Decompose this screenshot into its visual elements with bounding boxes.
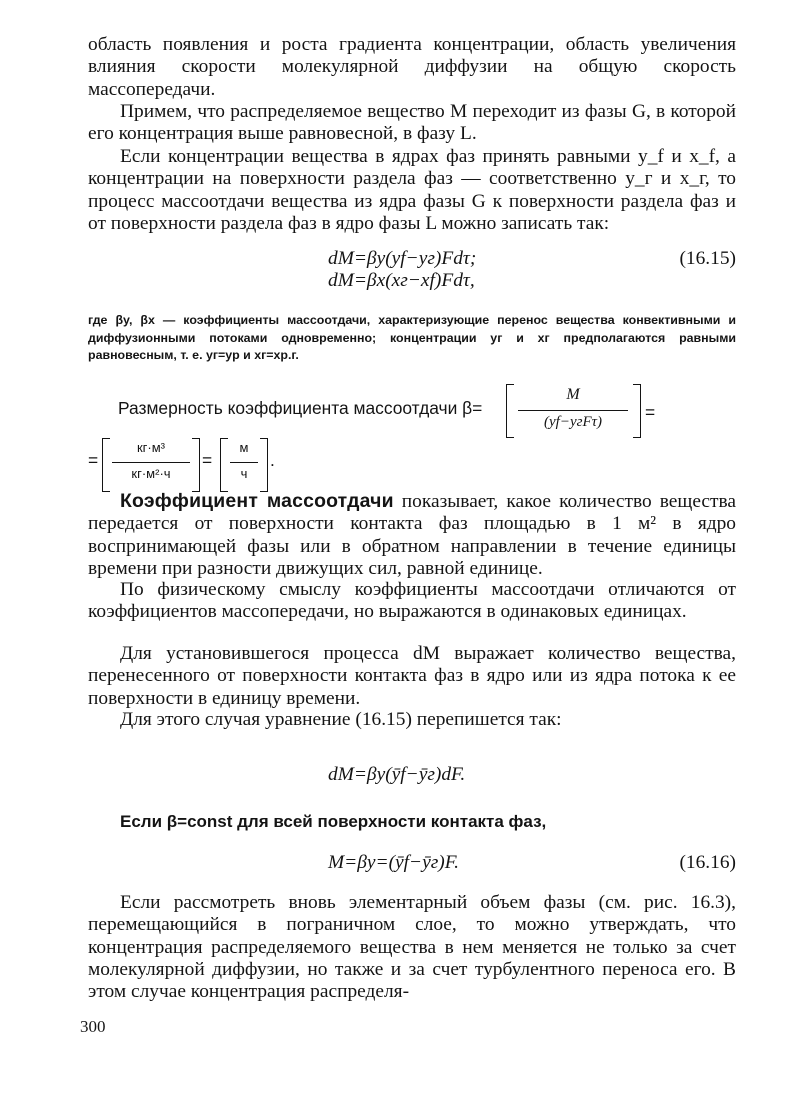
fraction-bar (112, 462, 190, 463)
paragraph-3: Если концентрации вещества в ядрах фаз принять равными y_f и x_f, а концентрации на поверхности раздела фаз — соответственно y_г и x_г, то процесс массоотдачи вещества из ядра фазы G к поверхности раздела фаз и от поверхности раздела фаз в ядро фазы L можно записать так: (88, 146, 736, 234)
paragraph-2: Примем, что распределяемое вещество M переходит из фазы G, в которой его концентрация выше равновесной, в фазу L. (88, 101, 736, 145)
bracket-right (260, 438, 268, 492)
fraction-numerator-M: M (566, 386, 580, 403)
bracket-right (192, 438, 200, 492)
paragraph-6: Для установившегося процесса dM выражает количество вещества, перенесенного от поверхности контакта фаз в ядро или из ядра потока к ее поверхности в единицу времени. (88, 643, 736, 709)
units-result-denominator: ч (240, 466, 248, 481)
bracket-left (506, 384, 514, 438)
equals-sign: = (202, 450, 213, 470)
paragraph-7: Для этого случая уравнение (16.15) перепишется так: (120, 709, 562, 730)
equals-sign: = (645, 402, 656, 422)
equation-number-16-16: (16.16) (679, 852, 736, 873)
page-number: 300 (80, 1017, 106, 1036)
equation-number-16-15: (16.15) (679, 248, 736, 269)
fraction-denominator: (yf−yгFτ) (544, 414, 602, 430)
dimension-label: Размерность коэффициента массоотдачи β= (118, 398, 483, 418)
equation-16-15-line-2: dM=βx(xг−xf)Fdτ, (328, 270, 475, 291)
equation-16-16: M=βy=(ȳf−ȳг)F. (328, 852, 459, 873)
paragraph-8: Если β=const для всей поверхности контакта фаз, (120, 812, 547, 831)
fraction-bar (518, 410, 628, 411)
equals-sign: = (88, 450, 99, 470)
units-denominator: кг·м²·ч (131, 466, 171, 481)
bracket-left (220, 438, 228, 492)
paragraph-4 (88, 490, 736, 580)
footnote-coefficients: где βy, βx — коэффициенты массоотдачи, характеризующие перенос вещества конвективными и диффузионными потоками одновременно; концентрации yг и xг предполагаются равными равновесным, т. е. yг=yр и xг=xр.г. (88, 313, 736, 363)
paragraph-9: Если рассмотреть вновь элементарный объем фазы (см. рис. 16.3), перемещающийся в пограничном слое, то можно утверждать, что концентрация распределяемого вещества в нем меняется не только за счет молекулярной диффузии, но также и за счет турбулентного переноса его. В этом случае концентрация распределя- (88, 892, 736, 1003)
paragraph-4-text: показывает, какое количество вещества передается от поверхности контакта фаз площадью в 1 м² в ядро воспринимающей фазы или в обратном направлении в течение единицы времени при разности движущих сил, равной единице. (88, 491, 737, 579)
units-result-numerator: м (239, 440, 249, 455)
fraction-bar (230, 462, 258, 463)
paragraph-1: область появления и роста градиента концентрации, область увеличения влияния скорости молекулярной диффузии на общую скорость массопередачи. (88, 34, 736, 100)
term-mass-transfer-coefficient: Коэффициент массоотдачи (120, 490, 394, 512)
bracket-left (102, 438, 110, 492)
period-mark: . (270, 450, 275, 470)
equation-dM-dF: dM=βy(ȳf−ȳг)dF. (328, 764, 466, 785)
bracket-right (633, 384, 641, 438)
paragraph-5: По физическому смыслу коэффициенты массоотдачи отличаются от коэффициентов массопередачи, но выражаются в одинаковых единицах. (88, 579, 736, 623)
units-numerator: кг·м³ (136, 440, 166, 455)
equation-16-15-line-1: dM=βy(yf−yг)Fdτ; (328, 248, 477, 269)
